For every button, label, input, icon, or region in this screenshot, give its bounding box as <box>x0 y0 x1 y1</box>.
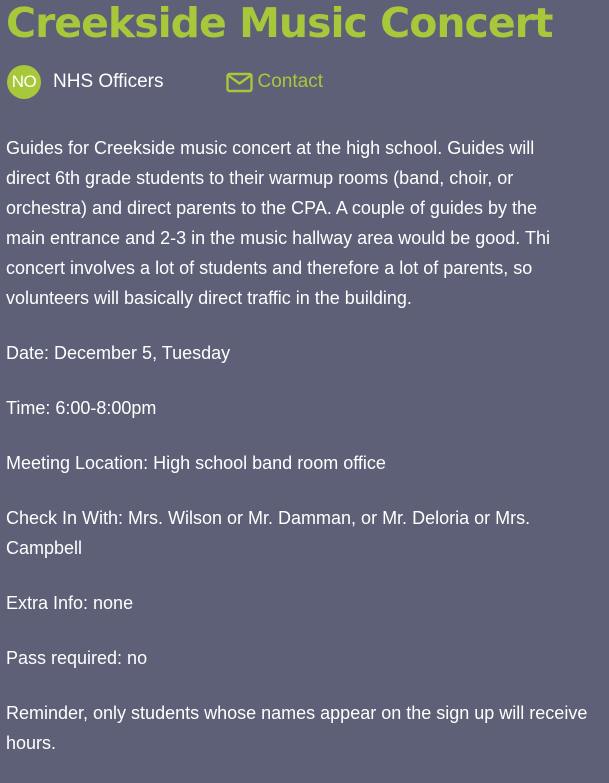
organization-name: NHS Officers <box>53 71 164 92</box>
event-details <box>6 133 609 783</box>
page-title: Creekside Music Concert <box>6 0 553 47</box>
contact-link[interactable] <box>226 71 323 93</box>
reminder: Reminder, only students whose names appear on the sign up will receive hours. <box>6 703 588 753</box>
contact-label: Contact <box>257 71 323 92</box>
event-date: Date: December 5, Tuesday <box>6 343 231 363</box>
extra-info: Extra Info: none <box>6 593 134 613</box>
event-time: Time: 6:00-8:00pm <box>6 398 157 418</box>
organizer-row <box>7 65 323 99</box>
event-description: Guides for Creekside music concert at the high school. Guides will direct 6th grade students to their warmup rooms (band, choir, or orchestra) and direct parents to the CPA. A couple of guides by the main entrance and 2-3 in the music hallway area would be good. Thi concert involves a lot of students and therefore a lot of parents, so volunteers will basically direct traffic in the building. <box>6 138 550 308</box>
check-in-contacts: Check In With: Mrs. Wilson or Mr. Damman, or Mr. Deloria or Mrs. Campbell <box>6 508 531 558</box>
avatar: NO <box>7 65 41 99</box>
envelope-icon <box>226 72 253 93</box>
pass-required: Pass required: no <box>6 648 148 668</box>
meeting-location: Meeting Location: High school band room office <box>6 453 386 473</box>
